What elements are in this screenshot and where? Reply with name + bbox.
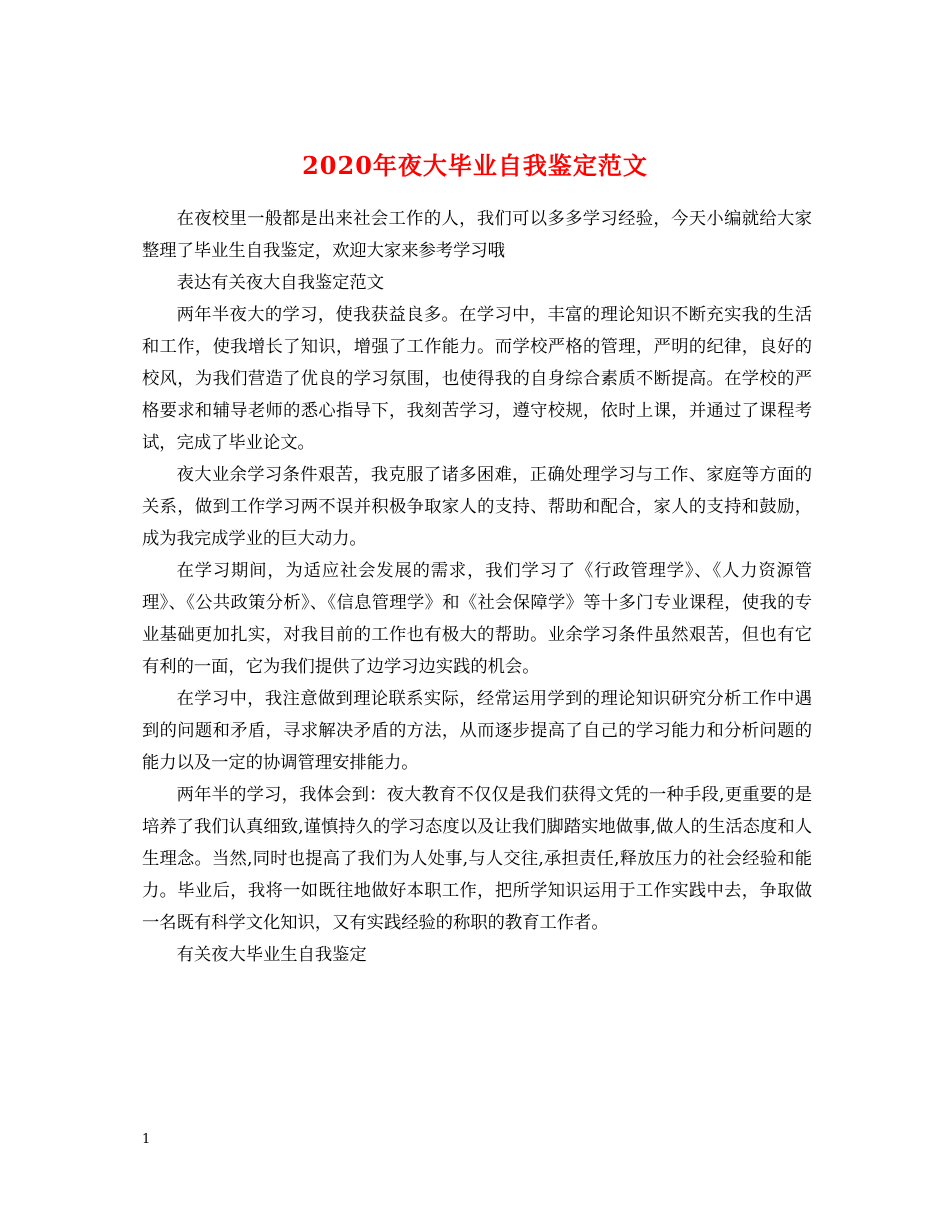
- paragraph-study-gains: 两年半夜大的学习，使我获益良多。在学习中，丰富的理论知识不断充实我的生活和工作，使我增长了知识，增强了工作能力。而学校严格的管理，严明的纪律，良好的校风，为我们营造了优良的学习氛围，也使得我的自身综合素质不断提高。在学校的严格要求和辅导老师的悉心指导下，我刻苦学习，遵守校规，依时上课，并通过了课程考试，完成了毕业论文。: [142, 305, 812, 453]
- paragraph-next-heading: 有关夜大毕业生自我鉴定: [176, 945, 367, 965]
- paragraph-overcoming-difficulties: 夜大业余学习条件艰苦，我克服了诸多困难，正确处理学习与工作、家庭等方面的关系，做到工作学习两不误并积极争取家人的支持、帮助和配合，家人的支持和鼓励，成为我完成学业的巨大动力。: [142, 465, 812, 549]
- page-number: 1: [142, 1132, 151, 1147]
- paragraph-theory-practice: 在学习中，我注意做到理论联系实际，经常运用学到的理论知识研究分析工作中遇到的问题和矛盾，寻求解决矛盾的方法，从而逐步提高了自己的学习能力和分析问题的能力以及一定的协调管理安排能力。: [142, 689, 812, 773]
- document-body: [142, 203, 812, 971]
- paragraph-intro: 在夜校里一般都是出来社会工作的人，我们可以多多学习经验，今天小编就给大家整理了毕业生自我鉴定，欢迎大家来参考学习哦: [142, 209, 812, 261]
- paragraph-section-heading: 表达有关夜大自我鉴定范文: [176, 273, 384, 293]
- document-title: 2020年夜大毕业自我鉴定范文: [302, 151, 648, 181]
- paragraph-courses: 在学习期间，为适应社会发展的需求，我们学习了《行政管理学》、《人力资源管理》、《公共政策分析》、《信息管理学》和《社会保障学》等十多门专业课程，使我的专业基础更加扎实，对我目前的工作也有极大的帮助。业余学习条件虽然艰苦，但也有它有利的一面，它为我们提供了边学习边实践的机会。: [142, 561, 812, 677]
- paragraph-reflection: 两年半的学习，我体会到：夜大教育不仅仅是我们获得文凭的一种手段,更重要的是培养了我们认真细致,谨慎持久的学习态度以及让我们脚踏实地做事,做人的生活态度和人生理念。当然,同时也提高了我们为人处事,与人交往,承担责任,释放压力的社会经验和能力。毕业后，我将一如既往地做好本职工作，把所学知识运用于工作实践中去，争取做一名既有科学文化知识，又有实践经验的称职的教育工作者。: [142, 785, 812, 933]
